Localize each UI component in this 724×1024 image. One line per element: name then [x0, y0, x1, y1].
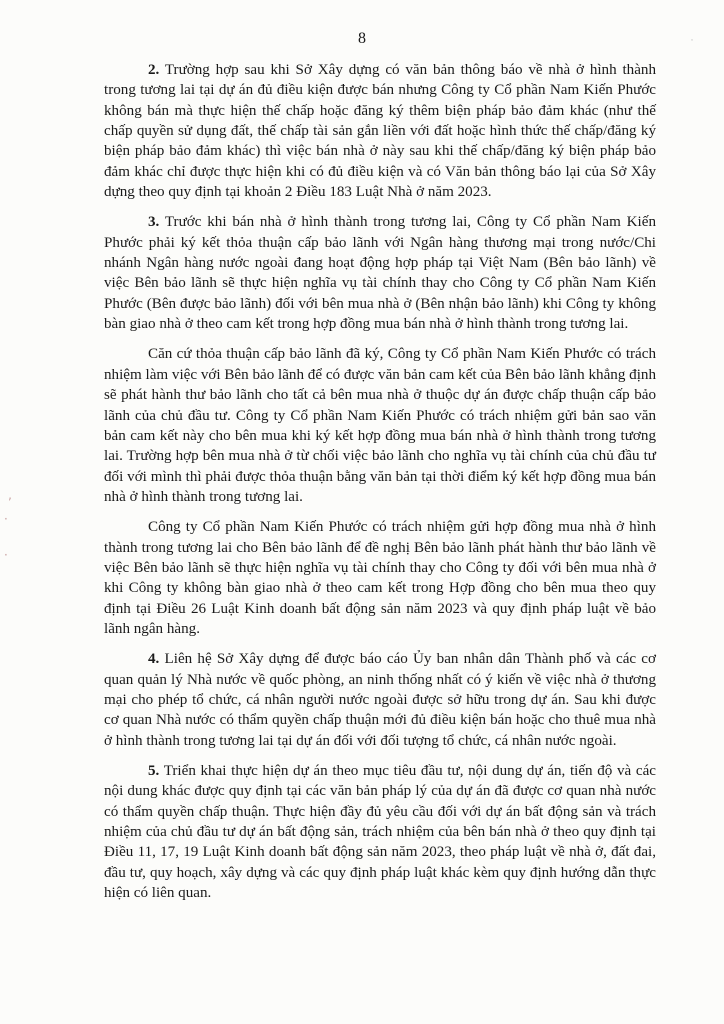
clause-number: 2.: [148, 62, 160, 78]
document-body: [104, 60, 656, 913]
scan-bleed-mark: ‚: [8, 488, 12, 502]
paragraph-text: Trường hợp sau khi Sở Xây dựng có văn bản thông báo về nhà ở hình thành trong tương lai tại dự án đủ điều kiện được bán nhưng Công ty Cổ phần Nam Kiến Phước không bán mà thực hiện thế chấp hoặc đăng ký thêm biện pháp bảo đảm khác (như thế chấp quyền sử dụng đất, thế chấp tài sản gắn liền với đất hoặc hình thức thế chấp/đăng ký biện pháp bảo đảm khác) thì việc bán nhà ở này sau khi thế chấp/đăng ký biện pháp bảo đảm khác chỉ được thực hiện khi có đủ điều kiện và có Văn bản thông báo lại của Sở Xây dựng theo quy định tại khoản 2 Điều 183 Luật Nhà ở năm 2023.: [104, 62, 656, 201]
clause-number: 3.: [148, 214, 160, 231]
clause-number: 5.: [148, 763, 160, 779]
paragraph-text: Liên hệ Sở Xây dựng để được báo cáo Ủy ban nhân dân Thành phố và các cơ quan quản lý Nhà nước về quốc phòng, an ninh thống nhất có ý kiến về việc nhà ở thương mại cho phép tổ chức, cá nhân người nước ngoài được sở hữu trong dự án. Sau khi được cơ quan Nhà nước có thẩm quyền chấp thuận mới đủ điều kiện bán hoặc cho thuê mua nhà ở hình thành trong tương lai tại dự án đối với đối tượng tổ chức, cá nhân nước ngoài.: [104, 651, 656, 749]
paragraph-text: Căn cứ thỏa thuận cấp bảo lãnh đã ký, Công ty Cổ phần Nam Kiến Phước có trách nhiệm làm việc với Bên bảo lãnh để có được văn bản cam kết của Bên bảo lãnh khẳng định sẽ phát hành thư bảo lãnh cho tất cả bên mua nhà ở thuộc dự án được chấp thuận cấp bảo lãnh của chủ đầu tư. Công ty Cổ phần Nam Kiến Phước có trách nhiệm gửi bản sao văn bản cam kết này cho bên mua khi ký kết hợp đồng mua bán nhà ở hình thành trong tương lai. Trường hợp bên mua nhà ở từ chối việc bảo lãnh cho nghĩa vụ tài chính của chủ đầu tư đối với mình thì phải được thỏa thuận bằng văn bản tại thời điểm ký kết hợp đồng mua bán nhà ở hình thành trong tương lai.: [104, 346, 656, 505]
scan-bleed-mark: ·: [4, 512, 8, 526]
page-number: 8: [358, 30, 366, 47]
clause-number: 4.: [148, 651, 160, 668]
paragraph-3-guarantee-basis: [104, 344, 656, 507]
paragraph-2: [104, 60, 656, 202]
paragraph-text: Triển khai thực hiện dự án theo mục tiêu đầu tư, nội dung dự án, tiến độ và các nội dung khác được quy định tại các văn bản pháp lý của dự án đã được cơ quan nhà nước có thẩm quyền chấp thuận. Thực hiện đầy đủ yêu cầu đối với dự án bất động sản và trách nhiệm của chủ đầu tư dự án bất động sản, trách nhiệm của bên bán nhà ở theo quy định tại Điều 11, 17, 19 Luật Kinh doanh bất động sản năm 2023, theo pháp luật về nhà ở, đất đai, đầu tư, quy hoạch, xây dựng và các quy định pháp luật khác kèm quy định hướng dẫn thực hiện có liên quan.: [104, 763, 656, 902]
scan-corner-mark: ˙: [690, 36, 694, 50]
paragraph-5: [104, 761, 656, 903]
paragraph-4: [104, 649, 656, 751]
paragraph-3: [104, 212, 656, 334]
paragraph-3-guarantee-contract: [104, 517, 656, 639]
paragraph-text: Công ty Cổ phần Nam Kiến Phước có trách nhiệm gửi hợp đồng mua nhà ở hình thành trong tương lai cho Bên bảo lãnh để đề nghị Bên bảo lãnh phát hành thư bảo lãnh về việc Bên bảo lãnh sẽ thực hiện nghĩa vụ tài chính thay cho Công ty đối với bên mua nhà ở khi Công ty không bàn giao nhà ở theo cam kết trong Hợp đồng cho bên mua theo quy định tại Điều 26 Luật Kinh doanh bất động sản năm 2023 và quy định pháp luật về bảo lãnh ngân hàng.: [104, 519, 656, 637]
paragraph-text: Trước khi bán nhà ở hình thành trong tương lai, Công ty Cổ phần Nam Kiến Phước phải ký kết thỏa thuận cấp bảo lãnh với Ngân hàng thương mại trong nước/Chi nhánh Ngân hàng nước ngoài đang hoạt động hợp pháp tại Việt Nam (Bên bảo lãnh) về việc Bên bảo lãnh sẽ thực hiện nghĩa vụ tài chính thay cho Công ty Cổ phần Nam Kiến Phước (Bên được bảo lãnh) đối với bên mua nhà ở (Bên nhận bảo lãnh) khi Công ty không bàn giao nhà ở theo cam kết trong hợp đồng mua bán nhà ở hình thành trong tương lai.: [104, 214, 656, 333]
scan-bleed-mark: ·: [4, 548, 8, 562]
